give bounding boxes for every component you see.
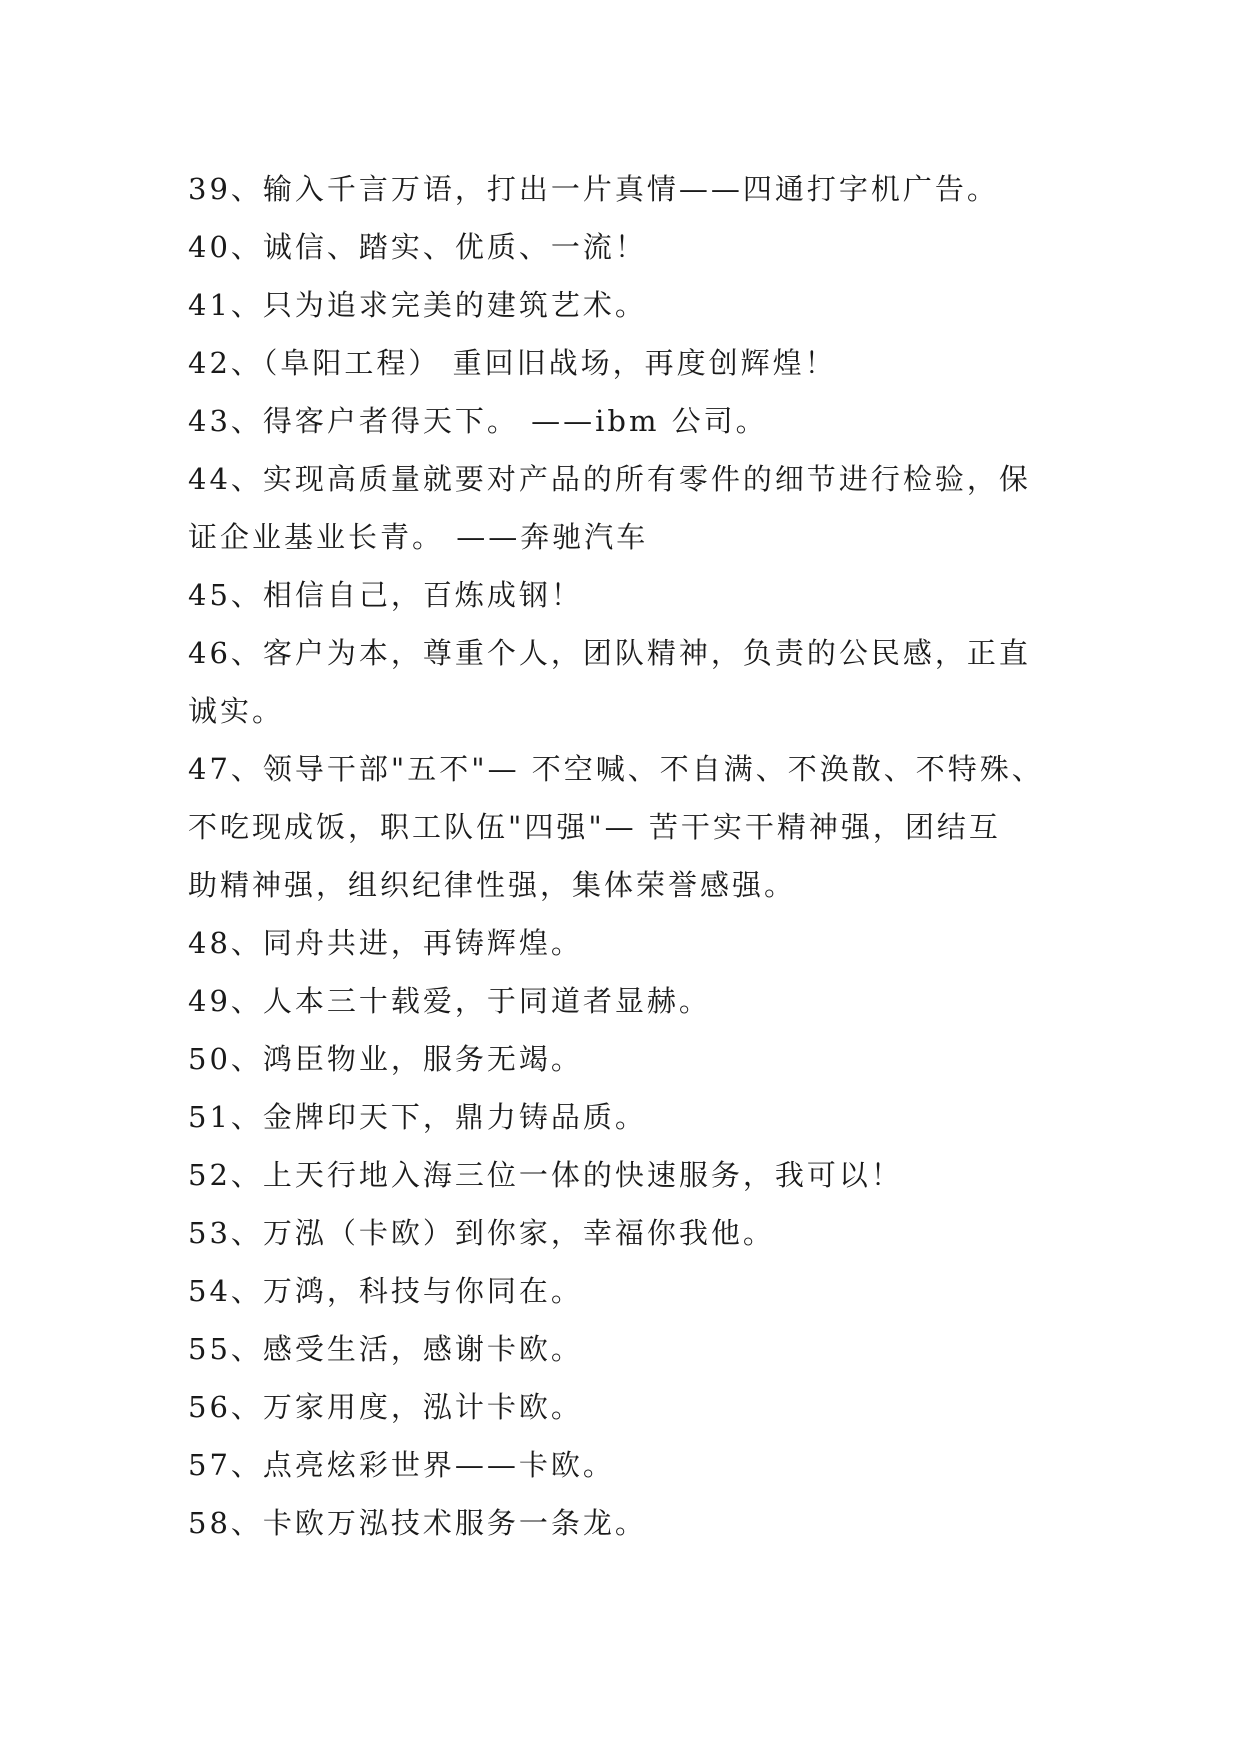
- text-line: 证企业基业长青。 ——奔驰汽车: [188, 520, 649, 554]
- text-line: 41、只为追求完美的建筑艺术。: [188, 288, 647, 322]
- text-line: 44、实现高质量就要对产品的所有零件的细节进行检验，保: [188, 462, 1031, 496]
- text-line: 52、上天行地入海三位一体的快速服务，我可以！: [188, 1158, 903, 1192]
- text-line: 40、诚信、踏实、优质、一流！: [188, 230, 647, 264]
- text-line: 39、输入千言万语，打出一片真情——四通打字机广告。: [188, 172, 999, 206]
- text-line: 不吃现成饭，职工队伍"四强"— 苦干实干精神强，团结互: [188, 810, 1001, 844]
- document-body: [188, 160, 1068, 1552]
- text-line: 53、万泓（卡欧）到你家，幸福你我他。: [188, 1216, 775, 1250]
- text-line: 43、得客户者得天下。 ——ibm 公司。: [188, 404, 768, 438]
- text-line: 57、点亮炫彩世界——卡欧。: [188, 1448, 615, 1482]
- text-line: 54、万鸿，科技与你同在。: [188, 1274, 583, 1308]
- text-line: 49、人本三十载爱，于同道者显赫。: [188, 984, 711, 1018]
- text-line: 48、同舟共进，再铸辉煌。: [188, 926, 583, 960]
- text-line: 助精神强，组织纪律性强，集体荣誉感强。: [188, 868, 797, 902]
- text-line: 50、鸿臣物业，服务无竭。: [188, 1042, 583, 1076]
- text-line: 47、领导干部"五不"— 不空喊、不自满、不涣散、不特殊、: [188, 752, 1044, 786]
- text-line: 55、感受生活，感谢卡欧。: [188, 1332, 583, 1366]
- text-line: 诚实。: [188, 694, 285, 728]
- text-line: 46、客户为本，尊重个人，团队精神，负责的公民感，正直: [188, 636, 1031, 670]
- text-line: 56、万家用度，泓计卡欧。: [188, 1390, 583, 1424]
- text-line: 45、相信自己，百炼成钢！: [188, 578, 583, 612]
- text-line: 58、卡欧万泓技术服务一条龙。: [188, 1506, 647, 1540]
- text-line: 51、金牌印天下，鼎力铸品质。: [188, 1100, 647, 1134]
- text-line: 42、（阜阳工程） 重回旧战场，再度创辉煌！: [188, 346, 837, 380]
